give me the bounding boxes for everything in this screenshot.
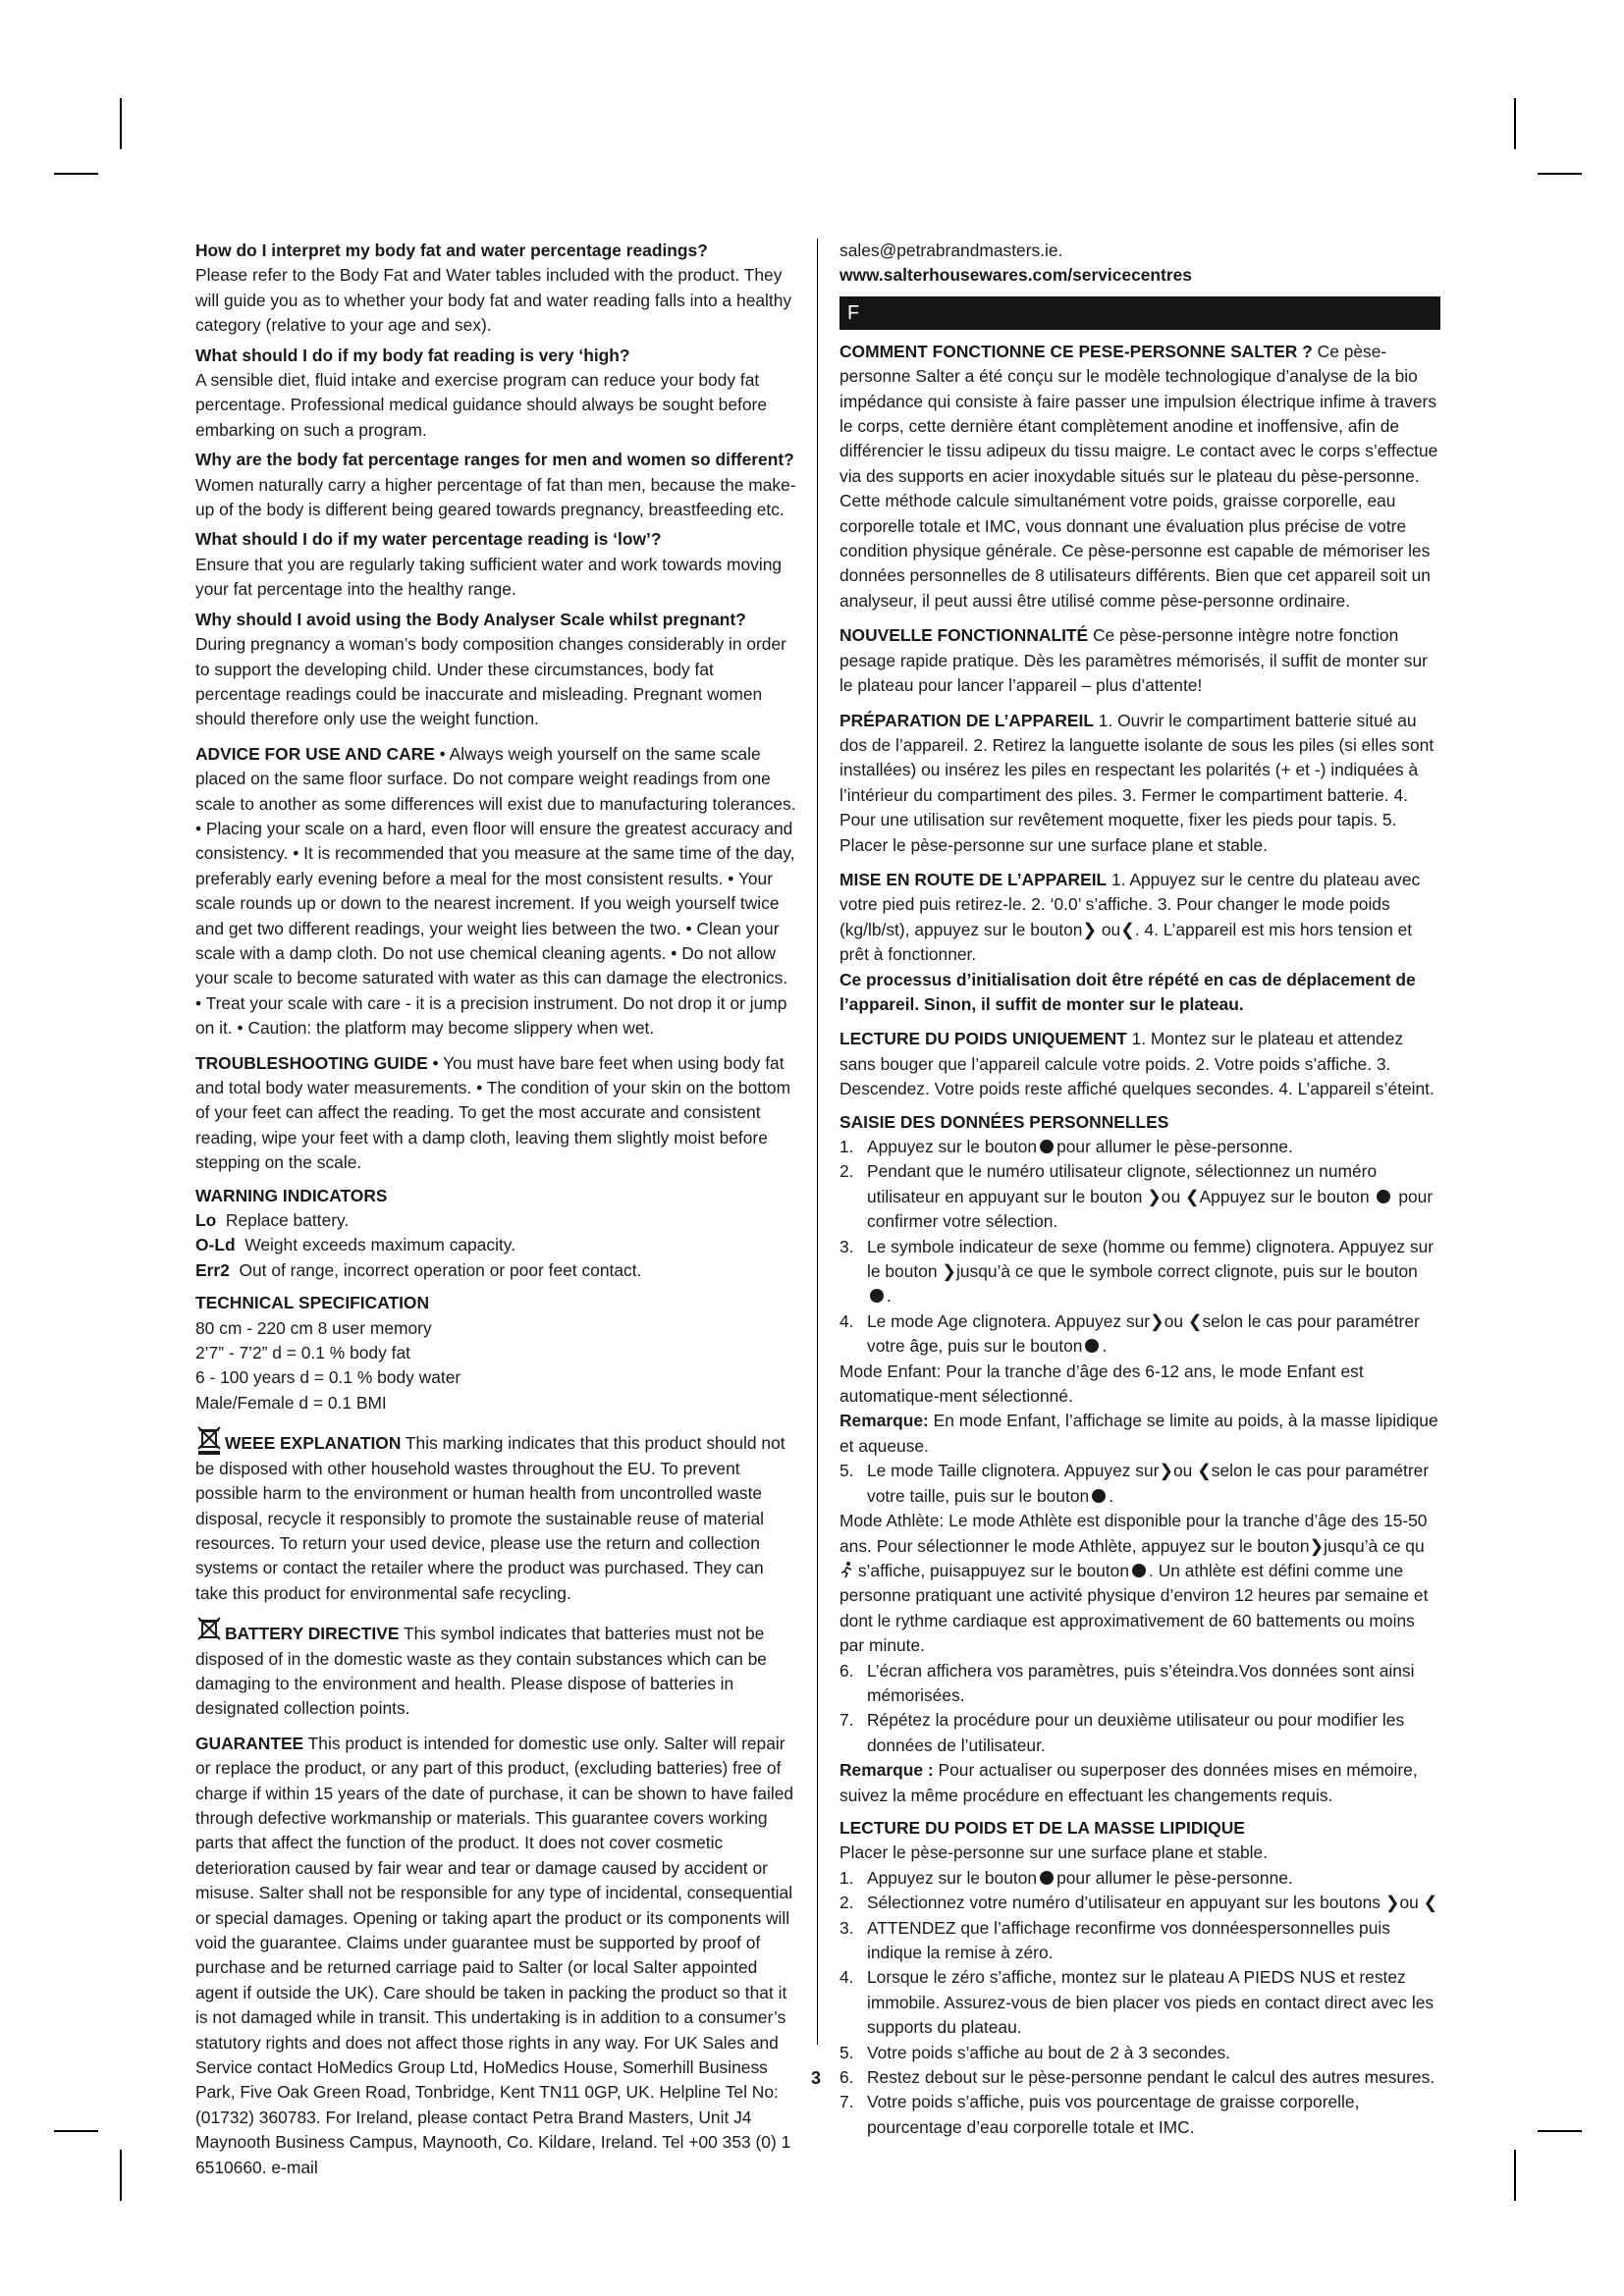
guarantee-section — [195, 1732, 798, 2180]
chevron-left-icon: ❮ — [1197, 1461, 1212, 1481]
athlete-text-part: jusqu’à ce qu — [1324, 1535, 1425, 1556]
guarantee-heading: GUARANTEE — [195, 1733, 304, 1753]
step-text: pour allumer le pèse-personne. — [1056, 1137, 1293, 1156]
saisie-heading: SAISIE DES DONNÉES PERSONNELLES — [839, 1111, 1169, 1132]
battery-heading: BATTERY DIRECTIVE — [225, 1624, 400, 1644]
remarque-text: Pour actualiser ou superposer des données mises en mémoire, suivez la même procédure en effectuant les changements requis. — [839, 1760, 1418, 1805]
step-text: Restez debout sur le pèse-personne pendant le calcul des autres mesures. — [867, 2067, 1435, 2088]
spec-line: 6 - 100 years d = 0.1 % body water — [195, 1367, 461, 1388]
lecture-section — [839, 1027, 1440, 1101]
saisie-steps-cont — [839, 1459, 1440, 1509]
circle-button-icon — [870, 1289, 884, 1303]
list-item — [839, 2041, 1440, 2065]
left-column — [195, 239, 798, 2180]
step-text: Appuyez sur le bouton — [1199, 1186, 1370, 1206]
list-item — [839, 1135, 1440, 1159]
nouvelle-section — [839, 623, 1440, 698]
weee-section — [195, 1425, 798, 1606]
list-item — [839, 1159, 1440, 1234]
warning-code: Err2 — [195, 1259, 230, 1280]
mise-en-route-section — [839, 868, 1440, 968]
page-number: 3 — [810, 2068, 821, 2088]
step-number: 3. — [839, 1917, 854, 1938]
step-text: selon le cas pour paramétrer votre taille, puis sur le bouton — [867, 1461, 1430, 1506]
warning-row — [195, 1208, 798, 1233]
list-item: 5. Le mode Taille clignotera. Appuyez sur❯ou ❮selon le cas pour paramétrer votre taille, puis sur le bouton . — [839, 1461, 1430, 1506]
lecture-heading: LECTURE DU POIDS UNIQUEMENT — [839, 1029, 1127, 1049]
chevron-right-icon: ❯ — [1384, 1893, 1400, 1913]
mise-text: . 4. L’appareil est mis hors tension et prêt à fonctionner. — [839, 919, 1413, 965]
step-number: 5. — [839, 1461, 854, 1481]
column-divider — [817, 239, 818, 2045]
chevron-right-icon: ❯ — [1082, 919, 1098, 939]
step-number: 1. — [839, 1867, 854, 1888]
faq-question: What should I do if my water percentage reading is ‘low’? — [195, 529, 662, 550]
crop-mark-top-left-h — [54, 173, 98, 175]
circle-button-icon — [1132, 1564, 1146, 1577]
circle-button-icon — [1085, 1339, 1099, 1353]
step-text: Votre poids s’affiche au bout de 2 à 3 secondes. — [867, 2042, 1230, 2062]
weee-heading: WEEE EXPLANATION — [225, 1433, 402, 1454]
troubleshooting-text: • You must have bare feet when using body fat and total body water measurements. • The condition of your skin on the bottom of your feet can affect the reading. To get the most accurate and consistent reading, wipe your feet with a damp cloth, leaving them slightly moist before stepping on the scale. — [195, 1052, 791, 1173]
advice-text: • Always weigh yourself on the same scale placed on the same floor surface. Do not compare weight readings from one scale to another as some differences will exist due to manufacturing tolerances. • Placing your scale on a hard, even floor will ensure the greatest accuracy and consistency. • It is recommended that you measure at the same time of the day, preferably early evening before a meal for the most consistent results. • Your scale rounds up or down to the nearest increment. If you weigh yourself twice and get two different readings, your weight lies between the two. • Clean your scale with a damp cloth. Do not use chemical cleaning agents. • Do not allow your scale to become saturated with water as this can damage the electronics. • Treat your scale with care - it is a precision instrument. Do not drop it or jump on it. • Caution: the platform may become slippery when wet. — [195, 743, 796, 1039]
circle-button-icon — [1040, 1871, 1054, 1885]
crop-mark-bottom-right-h — [1538, 2130, 1582, 2132]
saisie-steps-end — [839, 1659, 1440, 1759]
warning-indicators-heading: WARNING INDICATORS — [195, 1185, 388, 1205]
masse-heading: LECTURE DU POIDS ET DE LA MASSE LIPIDIQUE — [839, 1817, 1245, 1838]
step-text: ou — [1399, 1893, 1419, 1913]
step-text: ou — [1164, 1310, 1184, 1331]
step-number: 5. — [839, 2042, 854, 2062]
remarque-memoire — [839, 1758, 1440, 1808]
remarque-heading: Remarque: — [839, 1411, 929, 1431]
crop-mark-top-left-v — [120, 98, 122, 149]
step-text: Sélectionnez votre numéro d’utilisateur en appuyant sur les boutons — [867, 1893, 1381, 1913]
preparation-section — [839, 709, 1440, 858]
step-number: 1. — [839, 1137, 854, 1156]
crop-mark-bottom-left-h — [54, 2130, 98, 2132]
warning-text: Weight exceeds maximum capacity. — [244, 1235, 516, 1255]
warning-row — [195, 1233, 798, 1257]
remarque-text: En mode Enfant, l’affichage se limite au poids, à la masse lipidique et aqueuse. — [839, 1411, 1438, 1456]
masse-steps — [839, 1866, 1440, 2140]
advice-heading: ADVICE FOR USE AND CARE — [195, 743, 435, 764]
language-section-bar: F — [839, 296, 1440, 330]
crop-mark-top-right-h — [1538, 173, 1582, 175]
step-number: 4. — [839, 1310, 854, 1331]
runner-icon — [839, 1561, 853, 1578]
list-item: 4. Le mode Age clignotera. Appuyez sur❯ou ❮selon le cas pour paramétrer votre âge, puis sur le bouton . — [839, 1310, 1420, 1357]
crossed-bin-icon — [195, 1425, 223, 1455]
step-text: L’écran affichera vos paramètres, puis s’éteindra.Vos données sont ainsi mémorisées. — [867, 1660, 1415, 1705]
warning-code: Lo — [195, 1210, 217, 1231]
step-text: ou — [1161, 1186, 1181, 1206]
list-item — [839, 1659, 1440, 1709]
step-text: pour confirmer votre sélection. — [867, 1186, 1434, 1232]
list-item — [839, 1708, 1440, 1758]
preparation-heading: PRÉPARATION DE L’APPAREIL — [839, 710, 1094, 730]
nouvelle-heading: NOUVELLE FONCTIONNALITÉ — [839, 625, 1089, 646]
step-text: jusqu’à ce que le symbole correct clignote, puis sur le bouton — [955, 1261, 1418, 1282]
mise-note: Ce processus d’initialisation doit être répété en cas de déplacement de l’appareil. Sinon, il suffit de monter sur le plateau. — [839, 969, 1416, 1014]
crop-mark-top-right-v — [1514, 98, 1516, 149]
mise-text: ou — [1097, 919, 1121, 939]
chevron-left-icon: ❮ — [1184, 1186, 1200, 1206]
faq-answer: Women naturally carry a higher percentage of fat than men, because the make-up of the body is different being geared towards pregnancy, breastfeeding etc. — [195, 474, 796, 520]
warning-text: Replace battery. — [225, 1210, 350, 1231]
list-item — [839, 1891, 1440, 1915]
list-item — [839, 1866, 1440, 1891]
list-item: 3. Le symbole indicateur de sexe (homme ou femme) clignotera. Appuyez sur le bouton ❯jusqu’à ce que le symbole correct clignote, puis sur le bouton . — [839, 1236, 1435, 1307]
step-text: Le mode Age clignotera. Appuyez sur — [867, 1310, 1151, 1331]
comment-section — [839, 340, 1440, 614]
step-number: 7. — [839, 2092, 854, 2112]
faq-answer: During pregnancy a woman’s body composition changes considerably in order to support the developing child. Under these circumstances, body fat percentage readings could be inaccurate and misleading. Pregnant women should therefore only use the weight function. — [195, 634, 786, 729]
comment-text: Ce pèse-personne Salter a été conçu sur le modèle technologique d’analyse de la bio impédance qui consiste à faire passer une impulsion électrique infime à travers le corps, cette dernière étant complètement anodine et inoffensive, afin de différencier le tissu adipeux du tissu maigre. Le contact avec le corps s’effectue via des supports en acier inoxydable situés sur le plateau du pèse-personne. Cette méthode calcule simultanément votre poids, graisse corporelle, eau corporelle totale et IMC, vous donnant une évaluation plus précise de votre condition physique générale. Ce pèse-personne est capable de mémoriser les données personnelles de 8 utilisateurs différents. Bien que cet appareil soit un analyseur, il peut aussi être utilisé comme pèse-personne ordinaire. — [839, 341, 1438, 611]
spec-line: Male/Female d = 0.1 BMI — [195, 1392, 387, 1413]
weee-text: This marking indicates that this product should not be disposed with other household wastes throughout the EU. To prevent possible harm to the environment or human health from uncontrolled waste disposal, recycle it responsibly to promote the sustainable reuse of material resources. To return your used device, please use the return and collection systems or contact the retailer where the product was purchased. They can take this product for environmental safe recycling. — [195, 1433, 785, 1603]
list-item — [839, 1916, 1440, 1966]
preparation-text: 1. Ouvrir le compartiment batterie situé au dos de l’appareil. 2. Retirez la languette isolante de sous les piles (si elles sont installées) ou insérez les piles en respectant les polarités (+ et -) indiquées à l’intérieur du compartiment des piles. 3. Fermer le compartiment batterie. 4. Pour une utilisation sur revêtement moquette, fixer les pieds pour tapis. 5. Placer le pèse-personne sur une surface plane et stable. — [839, 710, 1435, 855]
troubleshooting-heading: TROUBLESHOOTING GUIDE — [195, 1052, 428, 1073]
mise-heading: MISE EN ROUTE DE L’APPAREIL — [839, 869, 1108, 889]
step-text: Lorsque le zéro s’affiche, montez sur le plateau A PIEDS NUS et restez immobile. Assurez-vous de bien placer vos pieds en contact direct avec les supports du plateau. — [867, 1967, 1435, 2038]
faq-question: How do I interpret my body fat and water percentage readings? — [195, 240, 708, 260]
list-item — [839, 2090, 1440, 2140]
chevron-left-icon: ❮ — [1423, 1893, 1438, 1913]
nouvelle-text: Ce pèse-personne intègre notre fonction pesage rapide pratique. Dès les paramètres mémorisés, il suffit de monter sur le plateau pour lancer l’appareil – plus d’attente! — [839, 625, 1428, 696]
step-text: selon le cas pour paramétrer votre âge, puis sur le bouton — [867, 1310, 1420, 1357]
crop-mark-bottom-left-v — [120, 2150, 122, 2201]
step-text: Appuyez sur le bouton — [867, 1867, 1038, 1888]
advice-section — [195, 742, 798, 1041]
chevron-right-icon: ❯ — [1159, 1461, 1174, 1481]
step-text: Pendant que le numéro utilisateur clignote, sélectionnez un numéro utilisateur en appuyant sur le bouton — [867, 1161, 1378, 1206]
crossed-bin-icon — [195, 1616, 223, 1645]
step-text: Répétez la procédure pour un deuxième utilisateur ou pour modifier les données de l’utilisateur. — [867, 1710, 1405, 1755]
chevron-left-icon: ❮ — [1187, 1310, 1203, 1331]
circle-button-icon — [1377, 1190, 1390, 1203]
technical-spec-heading: TECHNICAL SPECIFICATION — [195, 1293, 429, 1313]
service-url: www.salterhousewares.com/servicecentres — [839, 265, 1192, 286]
warning-text: Out of range, incorrect operation or poor feet contact. — [239, 1259, 642, 1280]
right-column — [839, 239, 1440, 2140]
step-text: Le symbole indicateur de sexe (homme ou femme) clignotera. Appuyez sur le bouton — [867, 1236, 1435, 1282]
faq-answer: A sensible diet, fluid intake and exercise program can reduce your body fat percentage. Professional medical guidance should always be sought before embarking on such a program. — [195, 370, 767, 440]
step-number: 2. — [839, 1893, 854, 1913]
warning-code: O-Ld — [195, 1235, 236, 1255]
step-text: Votre poids s’affiche, puis vos pourcentage de graisse corporelle, pourcentage d’eau corporelle totale et IMC. — [867, 2092, 1360, 2137]
circle-button-icon — [1092, 1489, 1106, 1503]
step-number: 6. — [839, 1660, 854, 1681]
athlete-text-part: Mode Athlète: Le mode Athlète est disponible pour la tranche d’âge des 15-50 ans. Pour sélectionner le mode Athlète, appuyez sur le bouton — [839, 1511, 1428, 1556]
battery-text: This symbol indicates that batteries must not be disposed of in the domestic waste as they contain substances which can be damaging to the environment and health. Please dispose of batteries in designated collection points. — [195, 1624, 767, 1719]
list-item — [839, 1965, 1440, 2040]
step-number: 3. — [839, 1236, 854, 1256]
faq-answer: Ensure that you are regularly taking sufficient water and work towards moving your fat percentage into the healthy range. — [195, 554, 783, 600]
step-number: 4. — [839, 1967, 854, 1988]
warning-row — [195, 1258, 798, 1283]
troubleshooting-section — [195, 1051, 798, 1176]
faq-question: Why are the body fat percentage ranges for men and women so different? — [195, 450, 794, 470]
step-number: 7. — [839, 1710, 854, 1731]
athlete-text-part: . Un athlète est défini comme une personne pratiquant une activité physique d’environ 12 heures par semaine et dont le rythme cardiaque est approximativement de 60 battements ou moins par minute. — [839, 1560, 1429, 1656]
step-text: ATTENDEZ que l’affichage reconfirme vos donnéespersonnelles puis indique la remise à zéro. — [867, 1917, 1390, 1962]
chevron-right-icon: ❯ — [942, 1261, 956, 1282]
step-number: 2. — [839, 1161, 854, 1182]
spec-line: 80 cm - 220 cm 8 user memory — [195, 1317, 432, 1338]
enfant-text: Mode Enfant: Pour la tranche d’âge des 6-12 ans, le mode Enfant est automatique-ment sélectionné. — [839, 1361, 1364, 1407]
spec-line: 2’7” - 7’2” d = 0.1 % body fat — [195, 1343, 410, 1363]
faq-question: Why should I avoid using the Body Analyser Scale whilst pregnant? — [195, 609, 746, 629]
step-text: ou — [1173, 1461, 1193, 1481]
list-item — [839, 2065, 1440, 2090]
mise-text: 1. Appuyez sur le centre du plateau avec votre pied puis retirez-le. 2. ‘0.0’ s’affiche. 3. Pour changer le mode poids (kg/lb/st), appuyez sur le bouton — [839, 869, 1421, 939]
masse-intro: Placer le pèse-personne sur une surface plane et stable. — [839, 1842, 1268, 1863]
crop-mark-bottom-right-v — [1514, 2150, 1516, 2201]
lecture-text: 1. Montez sur le plateau et attendez sans bouger que l’appareil calcule votre poids. 2. Votre poids s’affiche. 3. Descendez. Votre poids reste affiché quelques secondes. 4. L’appareil s’éteint. — [839, 1029, 1435, 1099]
athlete-text-part: s’affiche, puisappuyez sur le bouton — [857, 1560, 1130, 1580]
battery-section — [195, 1616, 798, 1722]
comment-heading: COMMENT FONCTIONNE CE PESE-PERSONNE SALTER ? — [839, 341, 1313, 361]
step-text: Appuyez sur le bouton — [867, 1137, 1038, 1156]
circle-button-icon — [1040, 1140, 1054, 1153]
chevron-left-icon: ❮ — [1120, 919, 1135, 939]
step-number: 6. — [839, 2067, 854, 2088]
step-text: pour allumer le pèse-personne. — [1056, 1867, 1293, 1888]
remarque-heading: Remarque : — [839, 1760, 934, 1781]
chevron-right-icon: ❯ — [1147, 1186, 1162, 1206]
remarque-enfant — [839, 1409, 1440, 1459]
faq-question: What should I do if my body fat reading is very ‘high? — [195, 345, 630, 365]
step-text: Le mode Taille clignotera. Appuyez sur — [867, 1461, 1160, 1481]
chevron-right-icon: ❯ — [1150, 1310, 1164, 1331]
saisie-steps — [839, 1135, 1440, 1360]
chevron-right-icon: ❯ — [1309, 1535, 1325, 1556]
faq-answer: Please refer to the Body Fat and Water tables included with the product. They will guide you as to whether your body fat and water reading falls into a healthy category (relative to your age and sex). — [195, 265, 792, 336]
guarantee-text: This product is intended for domestic use only. Salter will repair or replace the product, or any part of this product, (excluding batteries) free of charge if within 15 years of the date of purchase, it can be shown to have failed through defective workmanship or materials. This guarantee covers working parts that affect the function of the product. It does not cover cosmetic deterioration caused by fair wear and tear or damage caused by accident or misuse. Salter shall not be responsible for any type of incidental, consequential or special damages. Opening or taking apart the product or its components will void the guarantee. Claims under guarantee must be supported by proof of purchase and be returned carriage paid to Salter (or local Salter appointed agent if outside the UK). Care should be taken in packing the product so that it is not damaged while in transit. This undertaking is in addition to a consumer’s statutory rights and does not affect those rights in any way. For UK Sales and Service contact HoMedics Group Ltd, HoMedics House, Somerhill Business Park, Five Oak Green Road, Tonbridge, Kent TN11 0GP, UK. Helpline Tel No: (01732) 360783. For Ireland, please contact Petra Brand Masters, Unit J4 Maynooth Business Campus, Maynooth, Co. Kildare, Ireland. Tel +00 353 (0) 1 6510660. e-mail — [195, 1733, 794, 2177]
contact-email: sales@petrabrandmasters.ie. — [839, 240, 1063, 260]
athlete-text — [839, 1509, 1440, 1658]
